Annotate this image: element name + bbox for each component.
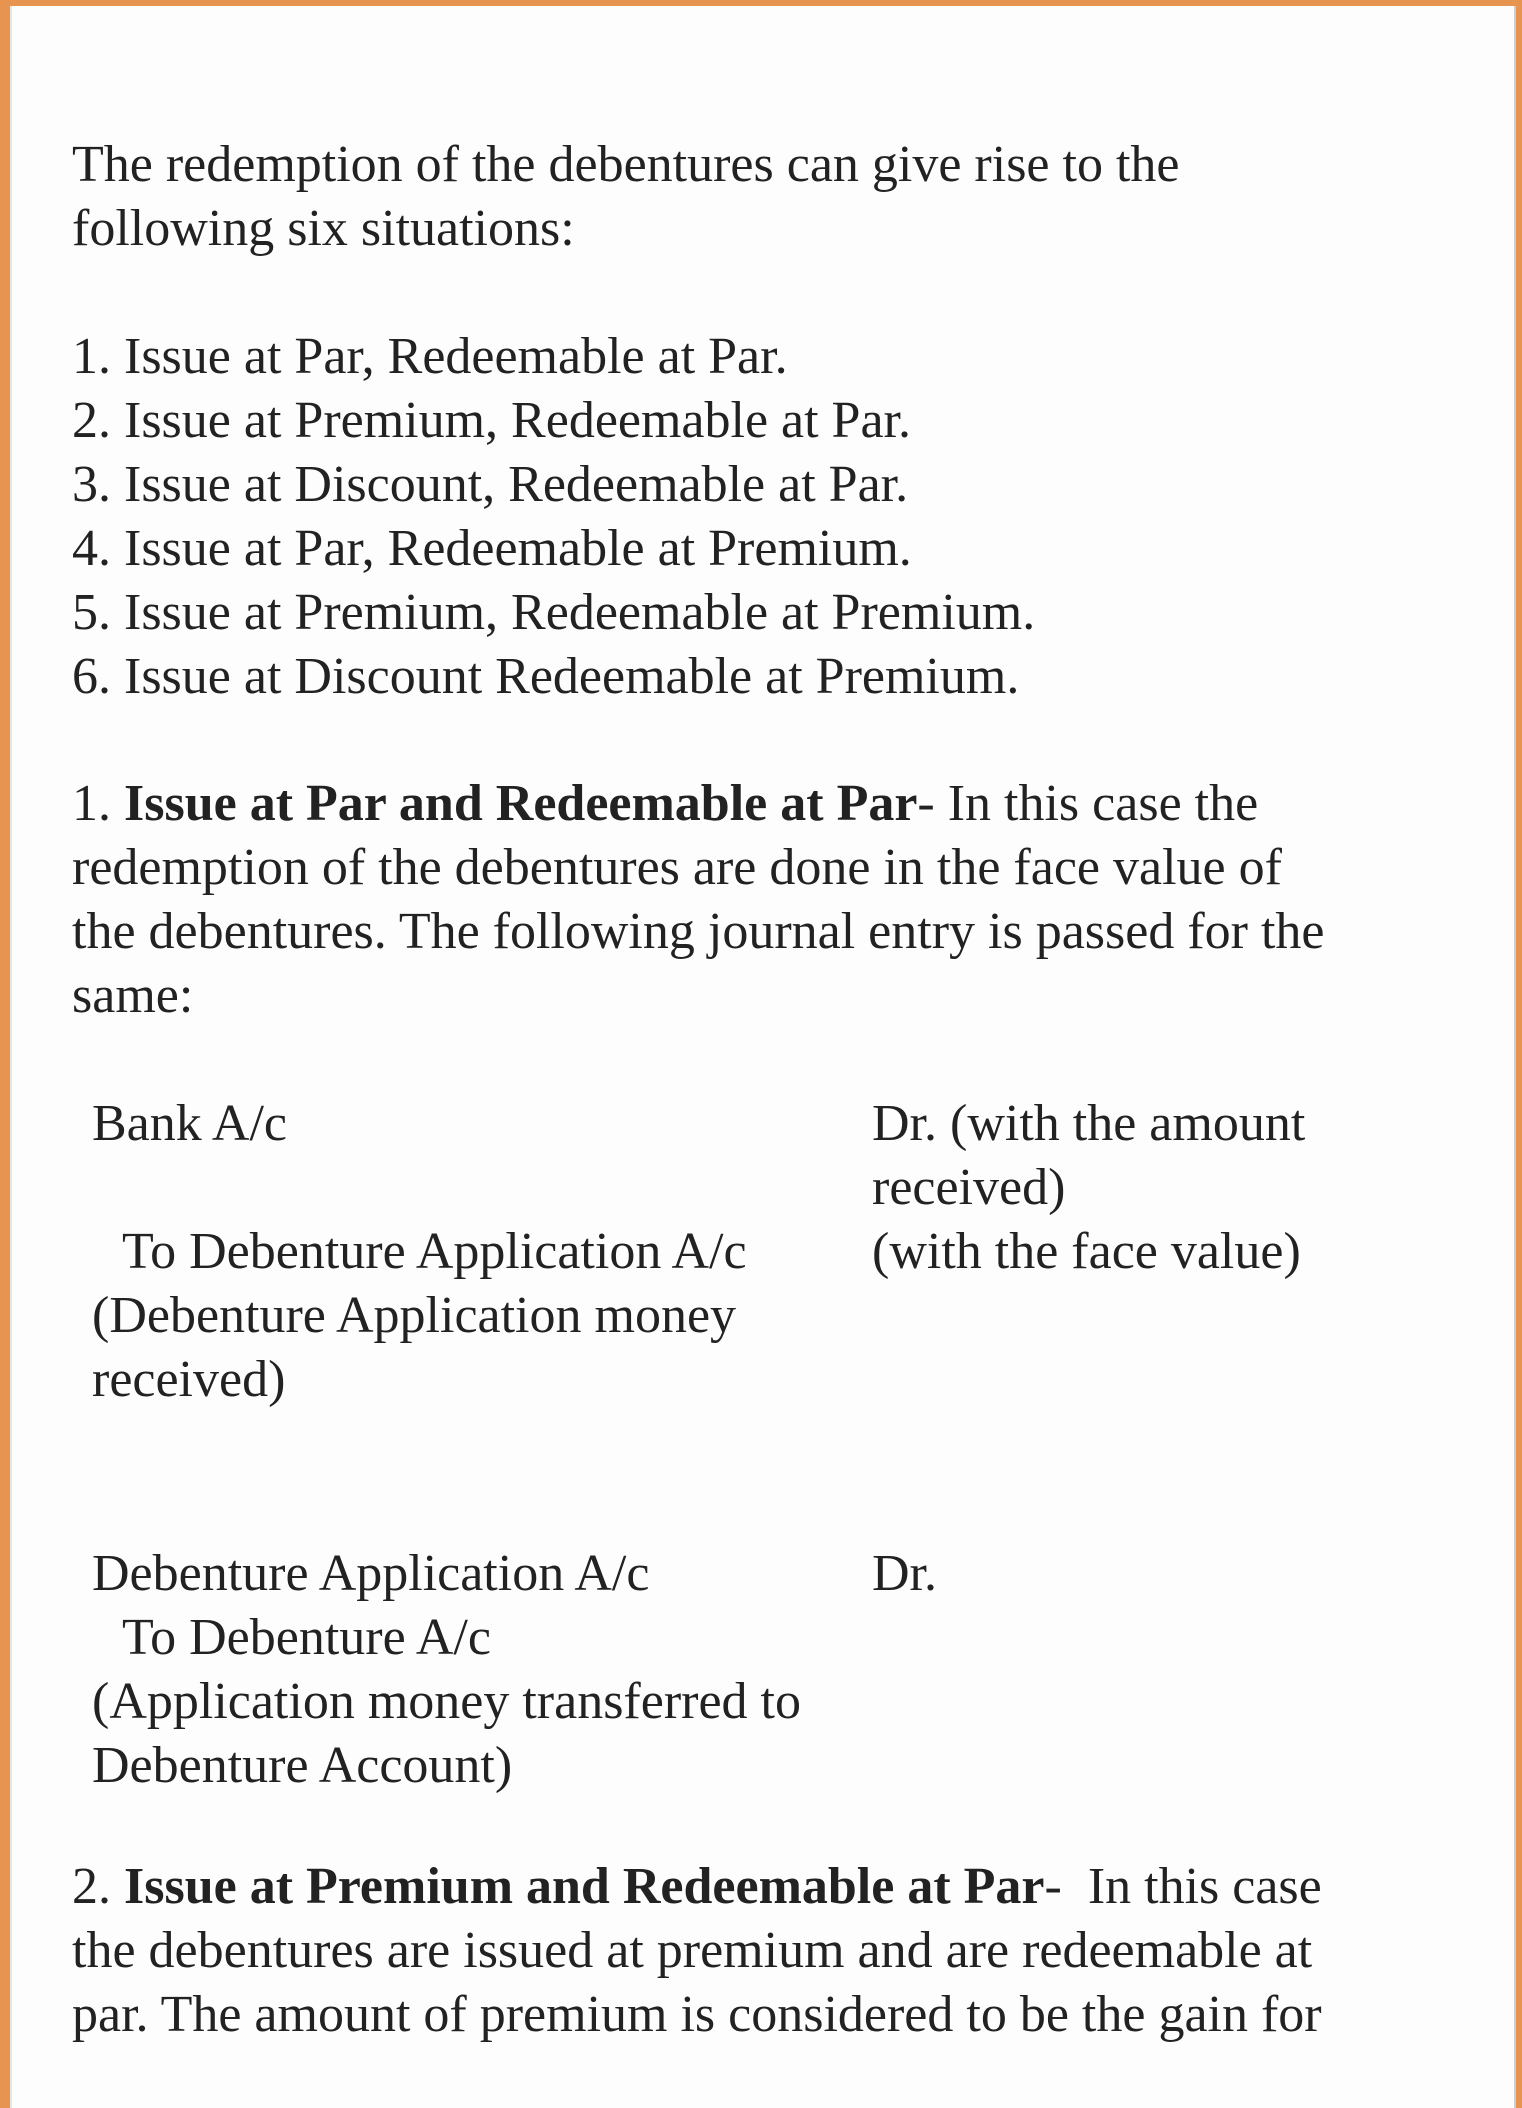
list-item: 2. Issue at Premium, Redeemable at Par.	[72, 392, 912, 449]
list-item: 1. Issue at Par, Redeemable at Par.	[72, 328, 788, 385]
text-line: the debentures. The following journal entry is passed for the	[72, 903, 1325, 960]
journal-narration: (Application money transferred to	[92, 1673, 801, 1730]
text-line: par. The amount of premium is considered to be the gain for	[72, 1986, 1322, 2043]
text-line: the debentures are issued at premium and are redeemable at	[72, 1922, 1313, 1979]
journal-note: (with the face value)	[872, 1223, 1301, 1280]
list-item: 6. Issue at Discount Redeemable at Premium.	[72, 648, 1020, 705]
journal-narration: Debenture Account)	[92, 1737, 513, 1794]
journal-account: Bank A/c	[92, 1095, 287, 1152]
section-number: 1.	[72, 775, 124, 832]
section-title: Issue at Premium and Redeemable at Par	[124, 1858, 1045, 1915]
journal-entry-2	[92, 1542, 1480, 1798]
journal-note	[872, 1348, 1480, 1412]
section-text: - In this case the	[917, 775, 1259, 832]
section-text: - In this case	[1044, 1858, 1322, 1915]
section-1-paragraph	[72, 772, 1480, 1028]
journal-account	[92, 1156, 872, 1220]
intro-paragraph	[72, 133, 1480, 261]
list-item: 5. Issue at Premium, Redeemable at Premium.	[72, 584, 1036, 641]
situations-list	[72, 325, 1480, 709]
list-item: 4. Issue at Par, Redeemable at Premium.	[72, 520, 912, 577]
section-title: Issue at Par and Redeemable at Par	[124, 775, 918, 832]
journal-account: To Debenture Application A/c	[122, 1223, 747, 1280]
text-line: same:	[72, 967, 194, 1024]
journal-narration: received)	[92, 1351, 286, 1408]
section-number: 2.	[72, 1858, 124, 1915]
journal-note	[872, 1284, 1480, 1348]
journal-account: Debenture Application A/c	[92, 1545, 650, 1602]
journal-entry-1	[92, 1092, 1480, 1412]
page-border-left	[0, 0, 12, 2108]
journal-note: Dr.	[872, 1545, 937, 1602]
section-1-heading-line	[72, 772, 1480, 836]
text-line: The redemption of the debentures can give rise to the	[72, 136, 1180, 193]
journal-note	[872, 1670, 1480, 1734]
section-2-heading-line	[72, 1855, 1480, 1919]
journal-note: Dr. (with the amount	[872, 1095, 1306, 1152]
text-line: redemption of the debentures are done in the face value of	[72, 839, 1282, 896]
journal-note	[872, 1606, 1480, 1670]
list-item: 3. Issue at Discount, Redeemable at Par.	[72, 456, 909, 513]
journal-note	[872, 1734, 1480, 1798]
page-border-top	[0, 0, 1522, 6]
section-2-paragraph	[72, 1855, 1480, 2047]
text-line: following six situations:	[72, 200, 575, 257]
journal-account: To Debenture A/c	[122, 1609, 491, 1666]
page-border-right	[1514, 0, 1522, 2108]
journal-note: received)	[872, 1159, 1066, 1216]
journal-narration: (Debenture Application money	[92, 1287, 737, 1344]
